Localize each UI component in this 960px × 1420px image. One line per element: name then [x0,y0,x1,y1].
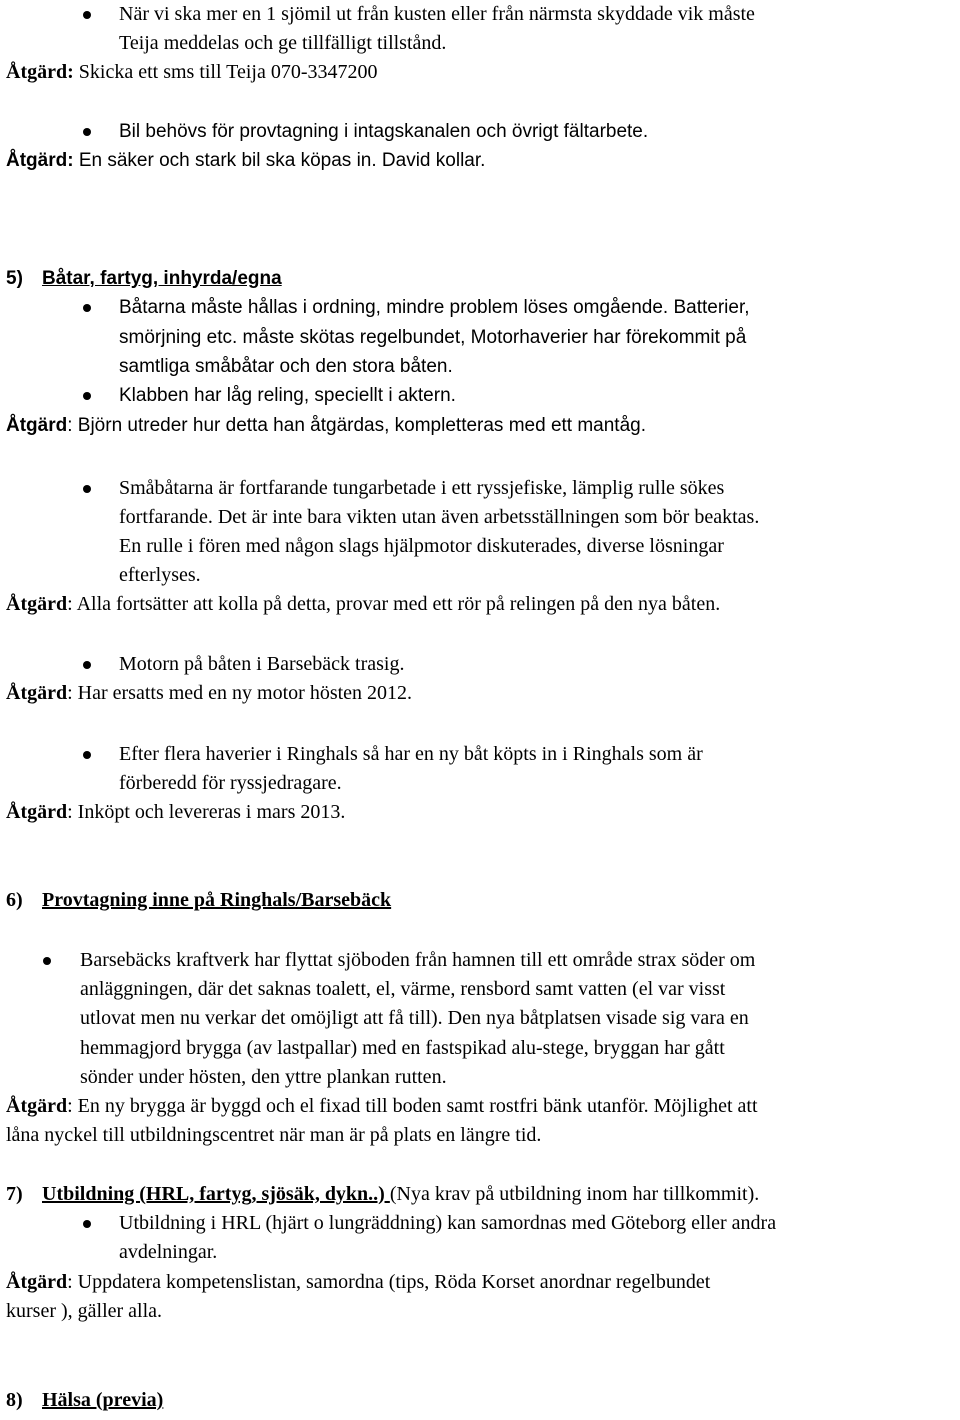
s5-b2: Klabben har låg reling, speciellt i aktern. [119,385,456,406]
s6-b1-l5: sönder under hösten, den yttre plankan rutten. [80,1066,447,1088]
top-action1: Åtgärd: Skicka ett sms till Teija 070-3347200 [6,61,378,83]
bullet-dot [83,1220,91,1228]
s5-b5-l2: förberedd för ryssjedragare. [119,772,342,794]
s5-b3-l1: Småbåtarna är fortfarande tungarbetade i ett ryssjefiske, lämplig rulle sökes [119,477,725,499]
section-8-heading: 8) Hälsa (previa) [6,1386,23,1415]
section-5-heading: 5) Båtar, fartyg, inhyrda/egna [6,264,23,293]
s5-a3: Åtgärd: Har ersatts med en ny motor hösten 2012. [6,682,413,704]
action-label: Åtgärd: [6,61,74,83]
section-7-note: (Nya krav på utbildning inom har tillkommit). [389,1183,760,1205]
s5-b1-l1: Båtarna måste hållas i ordning, mindre problem löses omgående. Batterier, [119,297,750,318]
top-bullet1-line1: När vi ska mer en 1 sjömil ut från kusten eller från närmsta skyddade vik måste [119,3,755,25]
section-6-heading: 6) Provtagning inne på Ringhals/Barsebäck [6,886,23,915]
bullet-dot [83,392,91,400]
s5-a1: Åtgärd: Björn utreder hur detta han åtgärdas, kompletteras med ett mantåg. [6,415,647,436]
action-label: Åtgärd: [6,150,74,171]
s6-b1-l4: hemmagjord brygga (av lastpallar) med en fastspikad alu-stege, bryggan har gått [80,1037,725,1059]
s5-b1-l3: samtliga småbåtar och den stora båten. [119,356,453,377]
s5-b4: Motorn på båten i Barsebäck trasig. [119,653,405,675]
bullet-dot [43,957,51,965]
bullet-dot [83,304,91,312]
s7-a1-cont: kurser ), gäller alla. [6,1300,163,1322]
bullet-dot [83,485,91,493]
s6-a1-cont: låna nyckel till utbildningscentret när man är på plats en längre tid. [6,1124,542,1146]
section-8-title: Hälsa (previa) [42,1389,164,1411]
s5-b3-l2: fortfarande. Det är inte bara vikten utan även arbetsställningen som bör beaktas. [119,506,760,528]
bullet-dot [83,661,91,669]
s6-b1-l1: Barsebäcks kraftverk har flyttat sjöboden från hamnen till ett område strax söder om [80,949,756,971]
s6-b1-l2: anläggningen, där det saknas toalett, el, värme, rensbord samt vatten (el var visst [80,978,726,1000]
s5-b1-l2: smörjning etc. måste skötas regelbundet, Motorhaverier har förekommit på [119,327,747,348]
s6-a1: Åtgärd: En ny brygga är byggd och el fixad till boden samt rostfri bänk utanför. Möjlighet att [6,1095,758,1117]
s5-a2: Åtgärd: Alla fortsätter att kolla på detta, provar med ett rör på relingen på den nya båten. [6,593,721,615]
s5-b3-l4: efterlyses. [119,564,201,586]
s7-b1-l1: Utbildning i HRL (hjärt o lungräddning) kan samordnas med Göteborg eller andra [119,1212,777,1234]
s7-b1-l2: avdelningar. [119,1241,218,1263]
bullet-dot [83,751,91,759]
top-action2: Åtgärd: En säker och stark bil ska köpas in. David kollar. [6,150,486,171]
section-6-title: Provtagning inne på Ringhals/Barsebäck [42,889,392,911]
s6-b1-l3: utlovat men nu verkar det omöjligt att få till). Den nya båtplatsen visade sig vara en [80,1007,749,1029]
section-7-title: Utbildning (HRL, fartyg, sjösäk, dykn..) [42,1183,390,1205]
s7-a1: Åtgärd: Uppdatera kompetenslistan, samordna (tips, Röda Korset anordnar regelbundet [6,1271,711,1293]
bullet-dot [83,128,91,136]
top-bullet1-line2: Teija meddelas och ge tillfälligt tillstånd. [119,32,447,54]
section-5-title: Båtar, fartyg, inhyrda/egna [42,268,282,289]
top-bullet2: Bil behövs för provtagning i intagskanalen och övrigt fältarbete. [119,121,649,142]
bullet-dot [83,11,91,19]
s5-a4: Åtgärd: Inköpt och levereras i mars 2013. [6,801,346,823]
s5-b3-l3: En rulle i fören med någon slags hjälpmotor diskuterades, diverse lösningar [119,535,724,557]
s5-b5-l1: Efter flera haverier i Ringhals så har en ny båt köpts in i Ringhals som är [119,743,703,765]
section-7-heading: 7) Utbildning (HRL, fartyg, sjösäk, dykn..) (Nya krav på utbildning inom har tillkommit). [6,1183,760,1205]
